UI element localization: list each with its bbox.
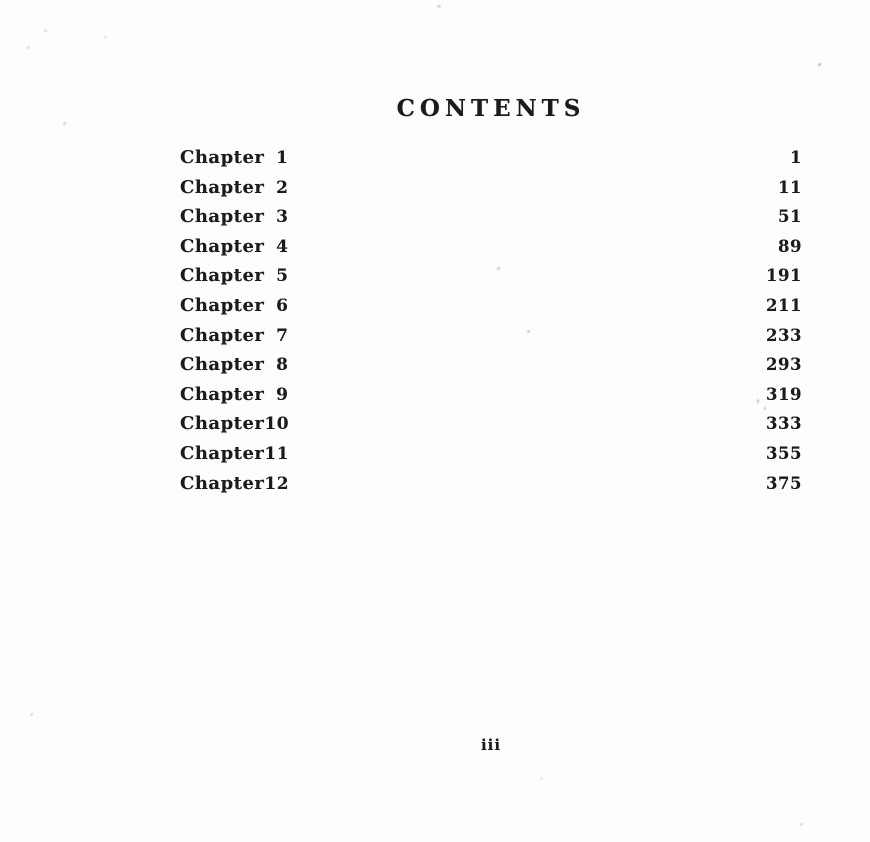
chapter-label [180,354,288,375]
table-of-contents [180,147,802,502]
scan-speckle [497,267,500,270]
page-number: 11 [778,177,802,197]
scan-speckle [63,122,66,125]
chapter-number: 6 [276,295,289,316]
chapter-label [180,413,288,434]
page-number: 355 [766,443,802,463]
chapter-word: Chapter [180,383,265,405]
page-number: 191 [766,266,802,286]
chapter-word: Chapter [180,265,265,287]
chapter-number: 7 [276,325,289,346]
chapter-label [180,384,288,405]
page-number: 211 [766,295,802,315]
chapter-word: Chapter [180,324,265,346]
chapter-label [180,206,288,227]
chapter-label [180,473,288,494]
page-number: 89 [778,236,802,256]
chapter-word: Chapter [180,235,265,257]
page-number: 1 [790,148,802,167]
toc-entry [180,177,802,207]
chapter-label [180,236,288,257]
scan-speckle [104,36,107,39]
scan-speckle [44,29,47,32]
toc-entry [180,206,802,236]
chapter-number: 1 [276,148,289,168]
page-number: 233 [766,325,802,345]
scan-speckle [757,399,759,403]
toc-entry [180,147,802,177]
chapter-word: Chapter [180,413,265,435]
scan-speckle [540,777,543,780]
chapter-number: 9 [276,384,289,405]
chapter-number: 3 [276,207,289,228]
scan-speckle [437,5,441,8]
chapter-number: 5 [276,266,289,287]
chapter-label [180,177,288,198]
chapter-number: 4 [276,236,289,257]
page-number: 333 [766,414,802,434]
folio-page-number: iii [480,736,502,754]
toc-entry [180,236,802,266]
chapter-word: Chapter [180,354,265,376]
chapter-label [180,265,288,286]
chapter-word: Chapter [180,206,265,228]
toc-entry [180,384,802,414]
chapter-word: Chapter [180,472,265,494]
page-number: 319 [766,384,802,404]
toc-entry [180,443,802,473]
toc-entry [180,354,802,384]
toc-entry [180,413,802,443]
chapter-number: 12 [264,473,290,494]
scan-speckle [30,713,33,716]
chapter-number: 10 [264,414,290,435]
chapter-label [180,295,288,316]
chapter-word: Chapter [180,176,265,198]
chapter-word: Chapter [180,294,265,316]
chapter-number: 11 [264,443,290,464]
toc-entry [180,295,802,325]
toc-entry [180,325,802,355]
chapter-number: 2 [276,177,289,198]
chapter-label [180,147,288,168]
chapter-number: 8 [276,355,289,376]
scan-speckle [764,407,766,410]
page-number: 293 [766,355,802,375]
scan-speckle [27,46,30,49]
toc-entry [180,265,802,295]
toc-entry [180,473,802,503]
page-title: CONTENTS [396,95,586,122]
scan-speckle [818,63,821,66]
chapter-word: Chapter [180,442,265,464]
page-number: 375 [766,473,802,493]
chapter-word: Chapter [180,147,265,168]
scan-speckle [527,330,530,333]
page-number: 51 [778,207,802,227]
chapter-label [180,325,288,346]
chapter-label [180,443,288,464]
scan-speckle [800,823,803,826]
